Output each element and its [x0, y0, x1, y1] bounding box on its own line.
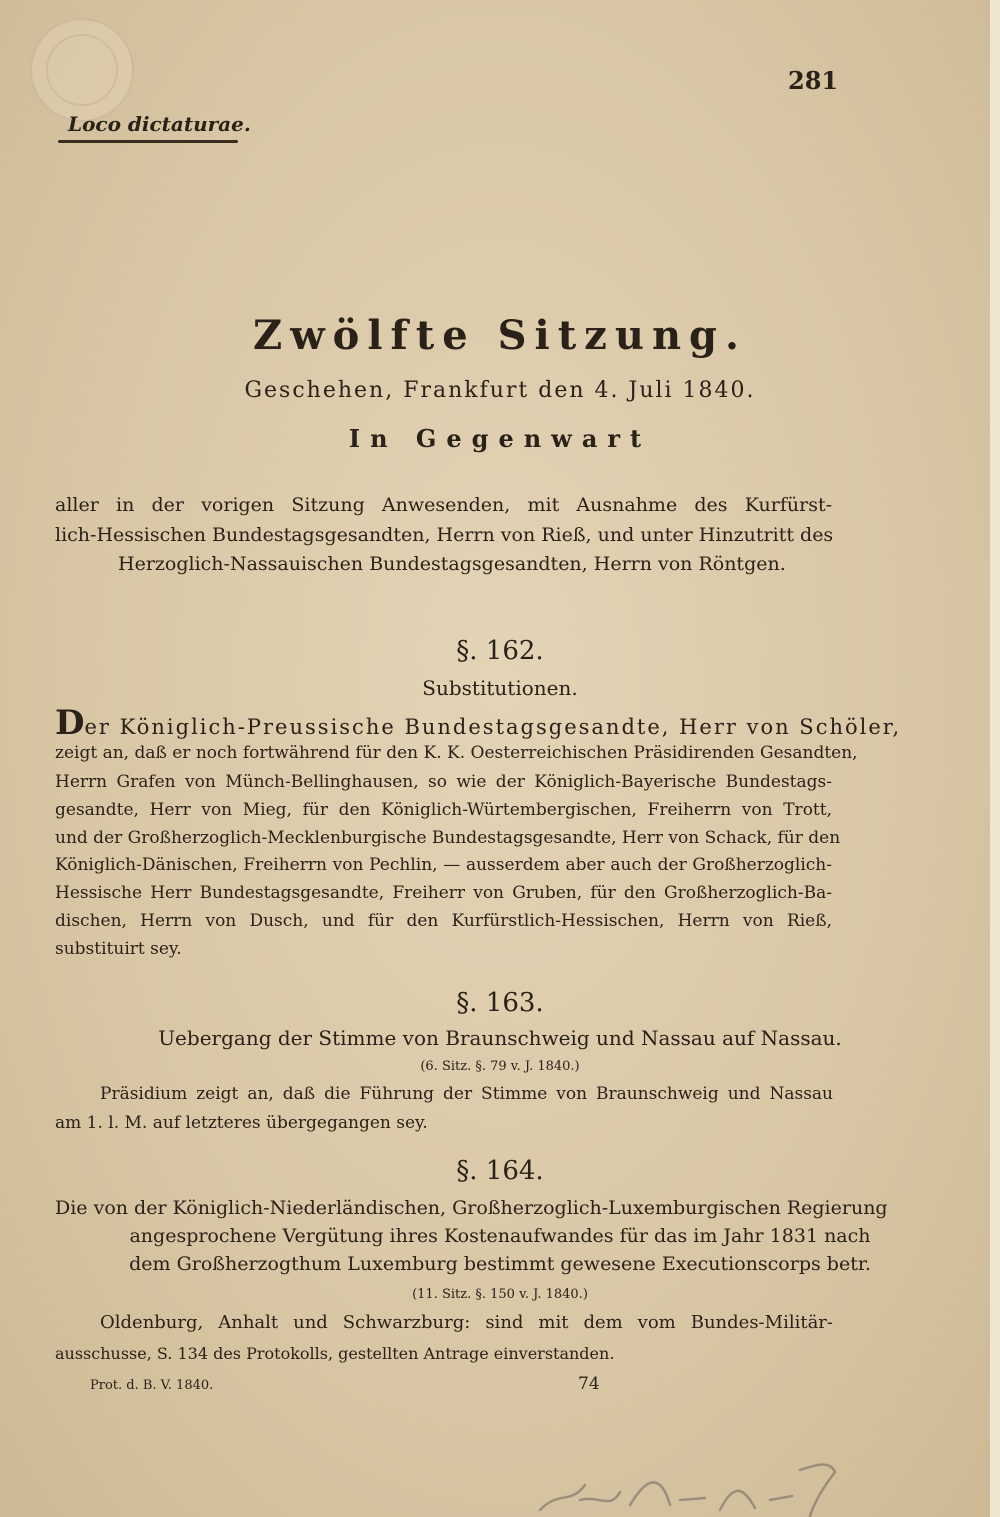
handwritten-pencil-note: [530, 1450, 850, 1517]
first-line-text: er Königlich-Preussische Bundestagsgesandte, Herr von Schöler,: [84, 715, 902, 739]
section-number-164: §. 164.: [456, 1156, 544, 1186]
footer-reference: Prot. d. B. V. 1840.: [90, 1378, 214, 1393]
section-heading-164-line: dem Großherzogthum Luxemburg bestimmt gewesene Executionscorps betr.: [129, 1253, 871, 1275]
section-heading-164-line: Die von der Königlich-Niederländischen, Großherzoglich-Luxemburgischen Regierung: [55, 1197, 888, 1219]
paragraph-line: dischen, Herrn von Dusch, und für den Kurfürstlich-Hessischen, Herrn von Rieß,: [55, 911, 832, 931]
paragraph-line: Königlich-Dänischen, Freiherrn von Pechlin, — ausserdem aber auch der Großherzoglich-: [55, 855, 832, 875]
paragraph-line: substituirt sey.: [55, 939, 182, 959]
page-number: 281: [788, 66, 839, 95]
paragraph-line: und der Großherzoglich-Mecklenburgische Bundestagsgesandte, Herr von Schack, für den: [55, 828, 841, 848]
section-heading-163: Uebergang der Stimme von Braunschweig und Nassau auf Nassau.: [158, 1026, 842, 1050]
stamp-inner-ring: [46, 34, 118, 106]
library-stamp: [30, 18, 134, 122]
printer-signature: 74: [578, 1374, 600, 1394]
session-title: Zwölfte Sitzung.: [253, 312, 747, 359]
presence-line: Herzoglich-Nassauischen Bundestagsgesandten, Herrn von Röntgen.: [118, 553, 786, 575]
presence-line: lich-Hessischen Bundestagsgesandten, Herrn von Rieß, und unter Hinzutritt des: [55, 524, 834, 546]
paragraph-line: Herrn Grafen von Münch-Bellinghausen, so wie der Königlich-Bayerische Bundestags-: [55, 772, 832, 792]
presence-heading: In Gegenwart: [348, 424, 652, 453]
section-162-first-line: [55, 703, 902, 743]
section-reference-163: (6. Sitz. §. 79 v. J. 1840.): [420, 1059, 580, 1074]
paragraph-line: Hessische Herr Bundestagsgesandte, Freiherr von Gruben, für den Großherzoglich-Ba-: [55, 883, 832, 903]
paragraph-line: ausschusse, S. 134 des Protokolls, gestellten Antrage einverstanden.: [55, 1344, 615, 1363]
paragraph-line: am 1. l. M. auf letzteres übergegangen sey.: [55, 1113, 428, 1133]
paragraph-line: zeigt an, daß er noch fortwährend für den K. K. Oesterreichischen Präsidirenden Gesandten,: [55, 743, 858, 763]
paragraph-line: Präsidium zeigt an, daß die Führung der Stimme von Braunschweig und Nassau: [100, 1084, 833, 1104]
section-number-163: §. 163.: [456, 988, 544, 1018]
section-heading-162: Substitutionen.: [422, 676, 578, 700]
header-italic: Loco dictaturae.: [68, 112, 251, 136]
section-heading-164-line: angesprochene Vergütung ihres Kostenaufwandes für das im Jahr 1831 nach: [129, 1225, 871, 1247]
header-rule: [58, 140, 238, 143]
section-reference-164: (11. Sitz. §. 150 v. J. 1840.): [412, 1287, 588, 1302]
paragraph-line: gesandte, Herr von Mieg, für den Königlich-Würtembergischen, Freiherrn von Trott,: [55, 800, 832, 820]
session-date: Geschehen, Frankfurt den 4. Juli 1840.: [244, 378, 756, 403]
presence-line: aller in der vorigen Sitzung Anwesenden, mit Ausnahme des Kurfürst-: [55, 494, 832, 516]
paragraph-line: Oldenburg, Anhalt und Schwarzburg: sind mit dem vom Bundes-Militär-: [100, 1312, 833, 1333]
drop-capital: D: [55, 703, 85, 743]
section-number-162: §. 162.: [456, 636, 544, 666]
